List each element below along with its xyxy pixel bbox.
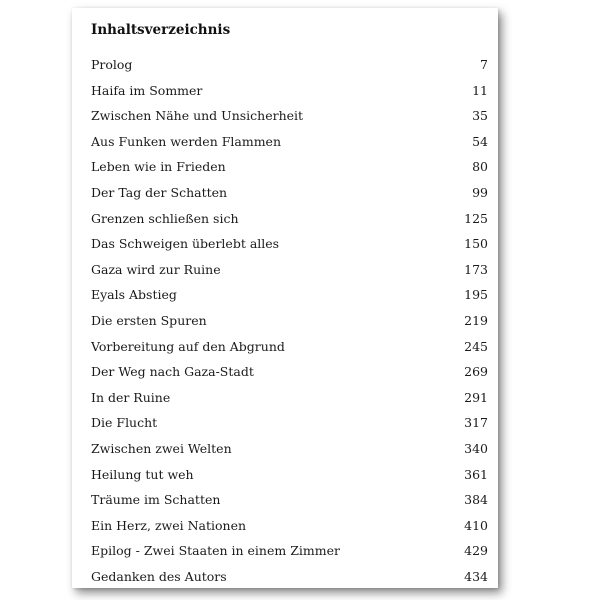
- toc-entry-page-number: 35: [472, 108, 488, 124]
- toc-entry-title: Zwischen Nähe und Unsicherheit: [91, 108, 304, 124]
- toc-entry-title: Das Schweigen überlebt alles: [91, 236, 280, 252]
- toc-entry-title: Gedanken des Autors: [91, 568, 227, 584]
- toc-entry: [91, 236, 488, 262]
- toc-entry-title: Zwischen zwei Welten: [91, 440, 232, 456]
- toc-entry: [91, 108, 488, 134]
- toc-entry: [91, 287, 488, 313]
- toc-entry: [91, 569, 488, 595]
- toc-entry-page-number: 125: [464, 210, 488, 226]
- document-page: [72, 8, 498, 588]
- toc-entry-page-number: 173: [464, 261, 488, 277]
- toc-entry-page-number: 361: [464, 466, 488, 482]
- toc-entry-title: Ein Herz, zwei Nationen: [91, 517, 247, 533]
- toc-entry: [91, 57, 488, 83]
- toc-entry-title: Epilog - Zwei Staaten in einem Zimmer: [91, 543, 340, 559]
- toc-entry: [91, 543, 488, 569]
- toc-entry-title: Aus Funken werden Flammen: [91, 133, 282, 149]
- toc-entry-page-number: 219: [464, 312, 488, 328]
- toc-entry-title: Vorbereitung auf den Abgrund: [91, 338, 285, 354]
- toc-entry-page-number: 317: [464, 415, 488, 431]
- toc-entry-title: Die ersten Spuren: [91, 312, 207, 328]
- toc-entry-page-number: 99: [472, 184, 488, 200]
- toc-entry-title: Träume im Schatten: [91, 492, 221, 508]
- toc-entry: [91, 492, 488, 518]
- toc-entry: [91, 339, 488, 365]
- toc-entry: [91, 415, 488, 441]
- toc-entry: [91, 83, 488, 109]
- toc-entry: [91, 159, 488, 185]
- toc-entry-page-number: 291: [464, 389, 488, 405]
- toc-entry-page-number: 150: [464, 236, 488, 252]
- toc-entry-page-number: 384: [464, 492, 488, 508]
- toc-heading: Inhaltsverzeichnis: [91, 22, 231, 38]
- toc-entry: [91, 467, 488, 493]
- toc-entry: [91, 313, 488, 339]
- toc-entry-title: Heilung tut weh: [91, 466, 194, 482]
- toc-entry-page-number: 434: [464, 568, 488, 584]
- toc-entry-page-number: 245: [464, 338, 488, 354]
- toc-entry-title: Grenzen schließen sich: [91, 210, 239, 226]
- toc-entry: [91, 364, 488, 390]
- toc-entry-title: Der Weg nach Gaza-Stadt: [91, 364, 254, 380]
- toc-entry: [91, 518, 488, 544]
- toc-entry-page-number: 340: [464, 440, 488, 456]
- toc-entry-page-number: 11: [472, 82, 488, 98]
- toc-entry: [91, 441, 488, 467]
- toc-entry: [91, 211, 488, 237]
- toc-entry-title: In der Ruine: [91, 389, 171, 405]
- toc-list: [91, 57, 488, 594]
- toc-entry-title: Gaza wird zur Ruine: [91, 261, 221, 277]
- toc-entry: [91, 262, 488, 288]
- toc-entry-page-number: 429: [464, 543, 488, 559]
- toc-entry: [91, 134, 488, 160]
- toc-entry-title: Der Tag der Schatten: [91, 184, 228, 200]
- toc-entry-title: Prolog: [91, 57, 133, 72]
- toc-entry-title: Eyals Abstieg: [91, 287, 177, 303]
- toc-entry: [91, 390, 488, 416]
- toc-entry-page-number: 269: [464, 364, 488, 380]
- toc-entry-page-number: 410: [464, 517, 488, 533]
- toc-entry-page-number: 80: [472, 159, 488, 175]
- toc-entry-title: Die Flucht: [91, 415, 158, 431]
- toc-entry-page-number: 7: [480, 57, 488, 72]
- toc-entry-title: Haifa im Sommer: [91, 82, 203, 98]
- toc-entry-page-number: 195: [464, 287, 488, 303]
- toc-entry: [91, 185, 488, 211]
- toc-entry-page-number: 54: [472, 133, 488, 149]
- toc-entry-title: Leben wie in Frieden: [91, 159, 226, 175]
